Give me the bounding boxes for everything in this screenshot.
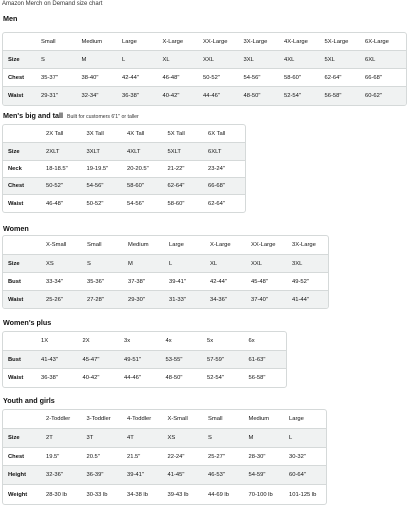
row-header: Waist — [8, 93, 24, 99]
column-header: 4X Tall — [127, 130, 145, 137]
table-cell: 62-64" — [208, 200, 225, 207]
column-header: 3X-Large — [243, 38, 268, 45]
table-cell: 40-42" — [82, 375, 100, 381]
table-cell: XL — [162, 56, 170, 63]
table-cell: 19-19.5" — [86, 166, 109, 172]
table-cell: 62-64" — [324, 74, 342, 81]
table-cell: XS — [46, 260, 54, 267]
section-note: Built for customers 6'1" or taller — [67, 114, 139, 120]
table-cell: 41-45" — [167, 472, 185, 478]
table-row — [3, 255, 328, 273]
table-cell: 44-46" — [124, 375, 141, 381]
column-header: Small — [87, 242, 102, 248]
table-cell: 54-59" — [248, 472, 266, 478]
table-row — [3, 291, 328, 308]
table-row — [3, 273, 328, 291]
table-cell: 35-37" — [41, 74, 58, 81]
table-cell: 3XL — [243, 56, 254, 63]
table-cell: 38-40" — [81, 74, 99, 81]
table-cell: 37-38" — [128, 278, 145, 285]
table-row — [3, 485, 326, 504]
column-header: 3X-Large — [292, 242, 316, 248]
row-header: Size — [8, 56, 20, 63]
table-cell: 50-52" — [203, 74, 220, 81]
table-row — [3, 448, 326, 466]
table-cell: 39-41" — [169, 278, 186, 285]
column-header: Medium — [128, 242, 149, 248]
row-header: Bust — [8, 278, 21, 285]
table-cell: 35-36" — [87, 278, 104, 285]
table-cell: 41-43" — [41, 356, 58, 363]
table-cell: 34-36" — [210, 296, 227, 303]
section-title-text: Men — [3, 14, 18, 23]
table-cell: 22-24" — [167, 453, 185, 460]
table-cell: 19.5" — [46, 453, 60, 460]
row-header: Weight — [8, 491, 28, 498]
table-row — [3, 178, 245, 195]
table-cell: 56-58" — [324, 93, 342, 99]
table-cell: 48-50" — [165, 375, 183, 381]
table-cell: 32-34" — [81, 93, 99, 99]
table-cell: 36-38" — [122, 93, 139, 99]
section-title-text: Women — [3, 224, 29, 233]
table-cell: 49-52" — [292, 278, 309, 285]
column-header: 1X — [41, 338, 49, 344]
column-header: 5x — [207, 338, 214, 344]
table-row — [3, 369, 286, 387]
row-header: Chest — [8, 453, 25, 460]
women-plus-section-title — [3, 318, 51, 327]
column-header: 4x — [165, 338, 172, 344]
youth-size-table — [2, 409, 327, 505]
table-cell: 20.5" — [86, 453, 100, 460]
column-header: Large — [122, 38, 137, 45]
column-header: Large — [169, 242, 184, 248]
table-header-row — [3, 410, 326, 429]
column-header: Small — [41, 38, 56, 45]
row-header: Chest — [8, 183, 25, 189]
table-cell: 36-39" — [86, 472, 104, 478]
table-cell: 41-44" — [292, 296, 309, 303]
table-cell: 101-125 lb — [289, 491, 317, 498]
table-cell: 29-31" — [41, 93, 58, 99]
men-section-title — [3, 14, 17, 23]
table-cell: 21.5" — [127, 453, 141, 460]
table-cell: 46-48" — [46, 200, 63, 207]
column-header: 6X Tall — [208, 130, 226, 137]
column-header: 3-Toddler — [86, 416, 111, 422]
table-cell: S — [87, 260, 91, 267]
table-cell: 50-52" — [86, 200, 104, 207]
row-header: Size — [8, 435, 20, 441]
table-cell: 3T — [86, 435, 94, 441]
table-cell: 52-54" — [284, 93, 301, 99]
men-big-tall-section-title — [3, 111, 139, 120]
table-row — [3, 87, 406, 105]
column-header: 3X Tall — [86, 130, 104, 137]
table-cell: 25-26" — [46, 296, 63, 303]
table-cell: 42-44" — [122, 74, 139, 81]
table-cell: 36-38" — [41, 375, 58, 381]
table-cell: 29-30" — [128, 296, 145, 303]
table-cell: 3XLT — [86, 148, 100, 155]
table-cell: 40-42" — [162, 93, 180, 99]
men-size-table — [2, 32, 407, 106]
table-cell: 28-30 lb — [46, 491, 67, 498]
column-header: X-Large — [210, 242, 231, 248]
table-cell: 54-56" — [243, 74, 261, 81]
column-header: Medium — [248, 416, 270, 422]
row-header: Bust — [8, 356, 21, 363]
table-cell: 25-27" — [208, 453, 225, 460]
table-cell: 44-69 lb — [208, 491, 229, 498]
table-cell: XXL — [203, 56, 214, 63]
table-cell: 53-55" — [165, 356, 183, 363]
table-cell: 5XL — [324, 56, 335, 63]
row-header: Chest — [8, 74, 25, 81]
women-plus-size-table — [2, 331, 287, 388]
table-cell: 58-60" — [284, 74, 301, 81]
column-header: 6X-Large — [365, 38, 389, 45]
table-cell: XXL — [251, 260, 262, 267]
table-cell: 3XL — [292, 260, 303, 267]
table-cell: 30-32" — [289, 453, 306, 460]
table-header-row — [3, 125, 245, 143]
table-row — [3, 69, 406, 87]
table-cell: L — [289, 435, 293, 441]
table-cell: 2XLT — [46, 148, 60, 155]
table-cell: 61-63" — [248, 356, 266, 363]
table-cell: 27-28" — [87, 296, 104, 303]
table-cell: S — [208, 435, 212, 441]
column-header — [3, 125, 41, 142]
table-cell: 45-48" — [251, 278, 268, 285]
table-cell: 57-59" — [207, 356, 224, 363]
column-header: XX-Large — [203, 38, 228, 45]
table-cell: 54-56" — [127, 200, 144, 207]
page-title: Amazon Merch on Demand size chart — [2, 1, 103, 7]
column-header — [3, 33, 36, 50]
row-header: Neck — [8, 166, 22, 172]
column-header: 3x — [124, 338, 131, 344]
table-cell: M — [128, 260, 133, 267]
table-cell: 54-56" — [86, 183, 104, 189]
women-section-title — [3, 224, 29, 233]
table-cell: 4XL — [284, 56, 295, 63]
row-header: Waist — [8, 200, 24, 207]
column-header: Large — [289, 416, 304, 422]
table-header-row — [3, 33, 406, 51]
column-header: 6x — [248, 338, 255, 344]
table-cell: 4T — [127, 435, 134, 441]
table-cell: 60-64" — [289, 472, 306, 478]
table-cell: 4XLT — [127, 148, 141, 155]
table-cell: 23-24" — [208, 166, 225, 172]
row-header: Waist — [8, 296, 24, 303]
table-cell: 62-64" — [167, 183, 185, 189]
table-cell: 21-22" — [167, 166, 185, 172]
table-cell: 66-68" — [208, 183, 225, 189]
table-cell: 49-51" — [124, 356, 141, 363]
table-cell: 60-62" — [365, 93, 382, 99]
table-row — [3, 161, 245, 178]
table-cell: 37-40" — [251, 296, 268, 303]
table-cell: 66-68" — [365, 74, 382, 81]
section-title-text: Women's plus — [3, 318, 52, 327]
table-cell: 32-36" — [46, 472, 63, 478]
table-cell: 6XL — [365, 56, 376, 63]
table-cell: 18-18.5" — [46, 166, 68, 172]
column-header: X-Large — [162, 38, 184, 45]
column-header: Medium — [81, 38, 103, 45]
table-cell: 28-30" — [248, 453, 266, 460]
table-cell: 30-33 lb — [86, 491, 108, 498]
table-cell: 45-47" — [82, 356, 100, 363]
table-cell: 46-53" — [208, 472, 225, 478]
youth-section-title — [3, 396, 55, 405]
column-header — [3, 236, 41, 254]
section-title-text: Youth and girls — [3, 396, 55, 405]
table-row — [3, 466, 326, 485]
table-cell: L — [122, 56, 126, 63]
table-cell: 34-38 lb — [127, 491, 148, 498]
table-header-row — [3, 236, 328, 255]
table-cell: S — [41, 56, 45, 63]
table-cell: L — [169, 260, 173, 267]
column-header: 2X — [82, 338, 90, 344]
column-header: 4-Toddler — [127, 416, 152, 422]
table-cell: XL — [210, 260, 218, 267]
table-row — [3, 51, 406, 69]
column-header — [3, 332, 36, 350]
table-cell: 39-41" — [127, 472, 144, 478]
column-header: XX-Large — [251, 242, 276, 248]
table-row — [3, 429, 326, 448]
column-header: 5X Tall — [167, 130, 185, 137]
table-cell: 52-54" — [207, 375, 224, 381]
table-header-row — [3, 332, 286, 351]
column-header: Small — [208, 416, 223, 422]
section-title-text: Men's big and tall — [3, 111, 64, 120]
column-header: X-Small — [167, 416, 188, 422]
table-cell: M — [248, 435, 254, 441]
table-cell: 58-60" — [127, 183, 144, 189]
table-cell: M — [81, 56, 87, 63]
column-header: 5X-Large — [324, 38, 349, 45]
table-cell: 50-52" — [46, 183, 63, 189]
column-header: 2-Toddler — [46, 416, 71, 422]
row-header: Size — [8, 148, 20, 155]
table-cell: 42-44" — [210, 278, 227, 285]
table-cell: XS — [167, 435, 176, 441]
column-header: 2X Tall — [46, 130, 64, 137]
table-cell: 56-58" — [248, 375, 266, 381]
table-cell: 48-50" — [243, 93, 261, 99]
column-header: X-Small — [46, 242, 67, 248]
table-cell: 31-33" — [169, 296, 186, 303]
table-row — [3, 195, 245, 212]
column-header — [3, 410, 41, 428]
table-cell: 46-48" — [162, 74, 180, 81]
table-cell: 58-60" — [167, 200, 185, 207]
table-cell: 20-20.5" — [127, 166, 149, 172]
men-big-tall-size-table — [2, 124, 246, 213]
table-cell: 39-43 lb — [167, 491, 189, 498]
row-header: Size — [8, 260, 20, 267]
row-header: Waist — [8, 375, 24, 381]
table-cell: 44-46" — [203, 93, 220, 99]
table-cell: 33-34" — [46, 278, 63, 285]
table-cell: 70-100 lb — [248, 491, 273, 498]
table-row — [3, 351, 286, 369]
column-header: 4X-Large — [284, 38, 308, 45]
table-cell: 5XLT — [167, 148, 181, 155]
row-header: Height — [8, 472, 27, 478]
table-cell: 6XLT — [208, 148, 222, 155]
women-size-table — [2, 235, 329, 309]
table-cell: 2T — [46, 435, 53, 441]
table-row — [3, 143, 245, 161]
